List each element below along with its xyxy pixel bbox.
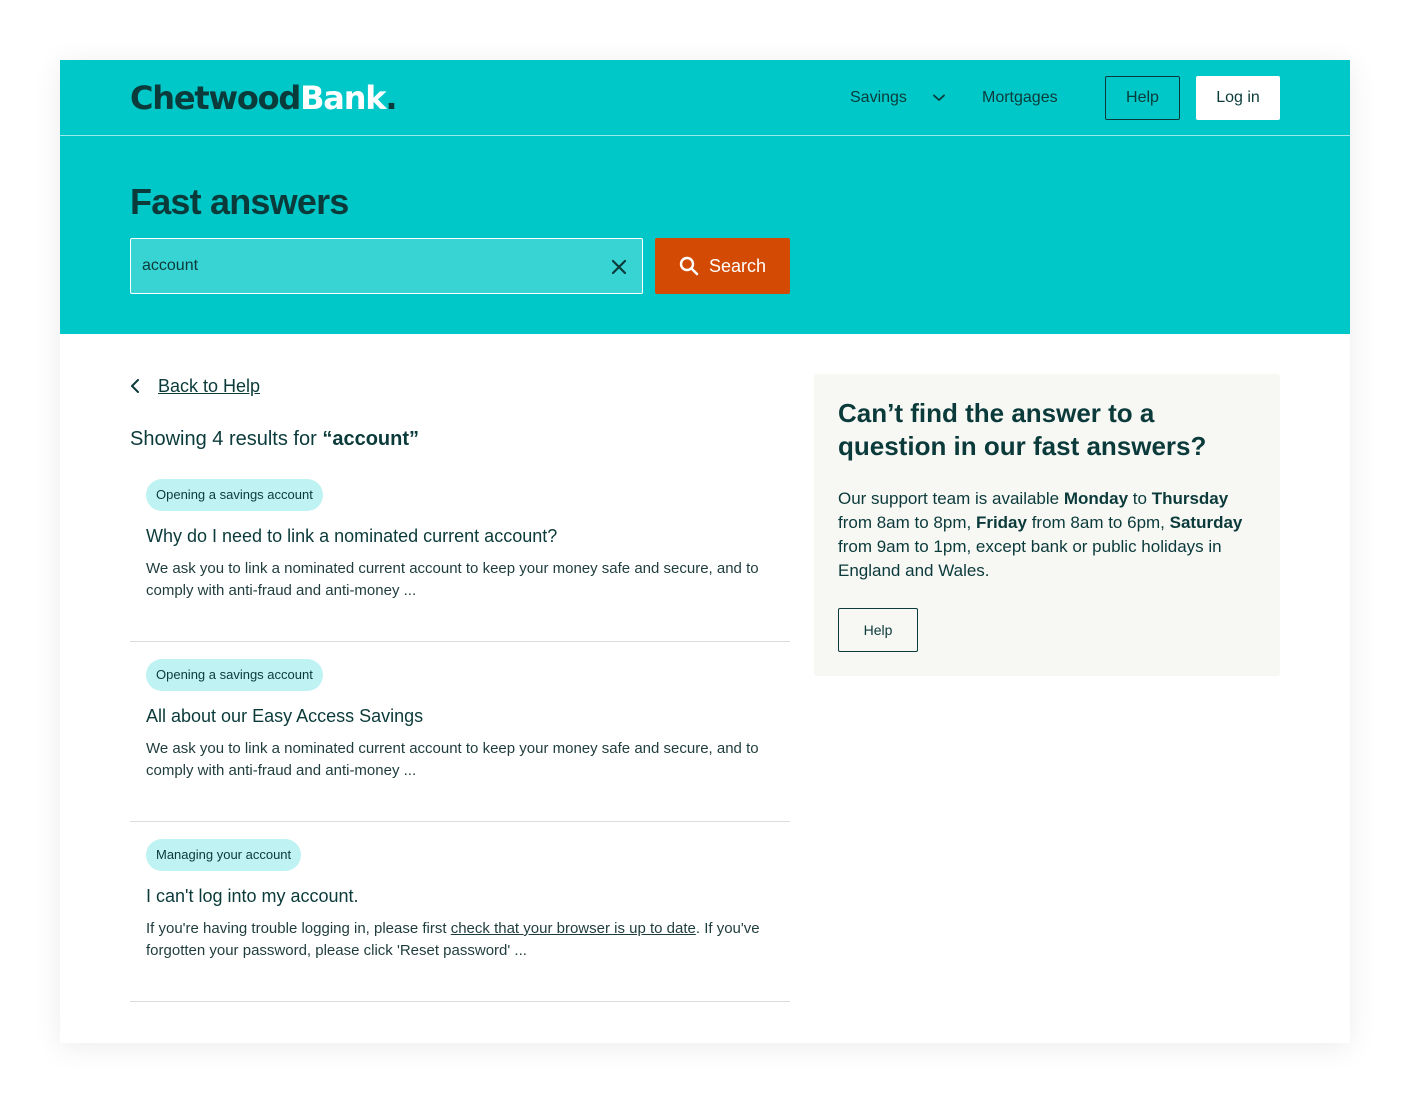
search-icon bbox=[679, 256, 699, 276]
result-title-link[interactable]: Why do I need to link a nominated current account? bbox=[146, 526, 558, 546]
support-help-button[interactable]: Help bbox=[838, 608, 918, 652]
browser-update-link[interactable]: check that your browser is up to date bbox=[450, 920, 696, 937]
page-frame bbox=[60, 60, 1350, 1043]
back-to-help-link[interactable] bbox=[130, 374, 260, 398]
search-input[interactable] bbox=[142, 239, 592, 293]
snippet-text: . If you've forgotten your password, please click 'Reset password' ... bbox=[146, 920, 760, 959]
support-card-title: Can’t find the answer to a question in our fast answers? bbox=[838, 398, 1207, 461]
support-hours-text bbox=[838, 487, 1258, 583]
result-title-link[interactable]: I can't log into my account. bbox=[146, 886, 359, 906]
logo-part-2: Bank bbox=[300, 79, 386, 117]
text: from 9am to 1pm, except bank or public holidays in England and Wales. bbox=[838, 537, 1222, 580]
result-title-link[interactable]: All about our Easy Access Savings bbox=[146, 706, 424, 726]
search-button-label: Search bbox=[708, 255, 767, 276]
chetwood-bank-logo[interactable] bbox=[130, 78, 396, 118]
logo-part-1: Chetwood bbox=[130, 79, 301, 117]
day: Monday bbox=[1063, 489, 1129, 508]
category-tag[interactable]: Opening a savings account bbox=[146, 659, 323, 691]
day: Friday bbox=[975, 513, 1027, 532]
search-box bbox=[130, 238, 643, 294]
results-count bbox=[130, 426, 419, 452]
snippet-text: If you're having trouble logging in, please first bbox=[146, 920, 451, 937]
search-button[interactable] bbox=[655, 238, 790, 294]
nav-savings-label: Savings bbox=[850, 89, 907, 106]
category-tag[interactable]: Opening a savings account bbox=[146, 479, 323, 511]
result-snippet: We ask you to link a nominated current account to keep your money safe and secure, and to comply with anti-fraud and anti-money ... bbox=[146, 740, 759, 779]
logo-dot: . bbox=[385, 79, 397, 117]
back-link-label: Back to Help bbox=[158, 375, 261, 396]
day: Thursday bbox=[1151, 489, 1229, 508]
text: to bbox=[1128, 489, 1152, 508]
result-snippet: We ask you to link a nominated current account to keep your money safe and secure, and to comply with anti-fraud and anti-money ... bbox=[146, 560, 759, 599]
page-title: Fast answers bbox=[130, 181, 349, 222]
help-button[interactable]: Help bbox=[1105, 76, 1180, 120]
close-icon[interactable] bbox=[609, 257, 629, 277]
category-tag[interactable]: Managing your account bbox=[146, 839, 301, 871]
results-query: “account” bbox=[322, 428, 420, 450]
chevron-left-icon bbox=[130, 378, 140, 394]
results-prefix: Showing 4 results for bbox=[130, 428, 323, 450]
text: from 8am to 8pm, bbox=[838, 513, 976, 532]
text: from 8am to 6pm, bbox=[1026, 513, 1170, 532]
site-header bbox=[60, 60, 1350, 136]
nav-savings[interactable] bbox=[850, 86, 945, 110]
hero-section bbox=[60, 136, 1350, 334]
text: Our support team is available bbox=[838, 489, 1064, 508]
result-item bbox=[130, 462, 790, 642]
day: Saturday bbox=[1169, 513, 1243, 532]
result-item bbox=[130, 642, 790, 822]
result-snippet bbox=[146, 918, 776, 962]
support-card bbox=[814, 374, 1280, 676]
login-button[interactable]: Log in bbox=[1196, 76, 1280, 120]
chevron-down-icon bbox=[933, 94, 945, 102]
result-item bbox=[130, 822, 790, 1002]
nav-mortgages[interactable]: Mortgages bbox=[982, 89, 1058, 106]
